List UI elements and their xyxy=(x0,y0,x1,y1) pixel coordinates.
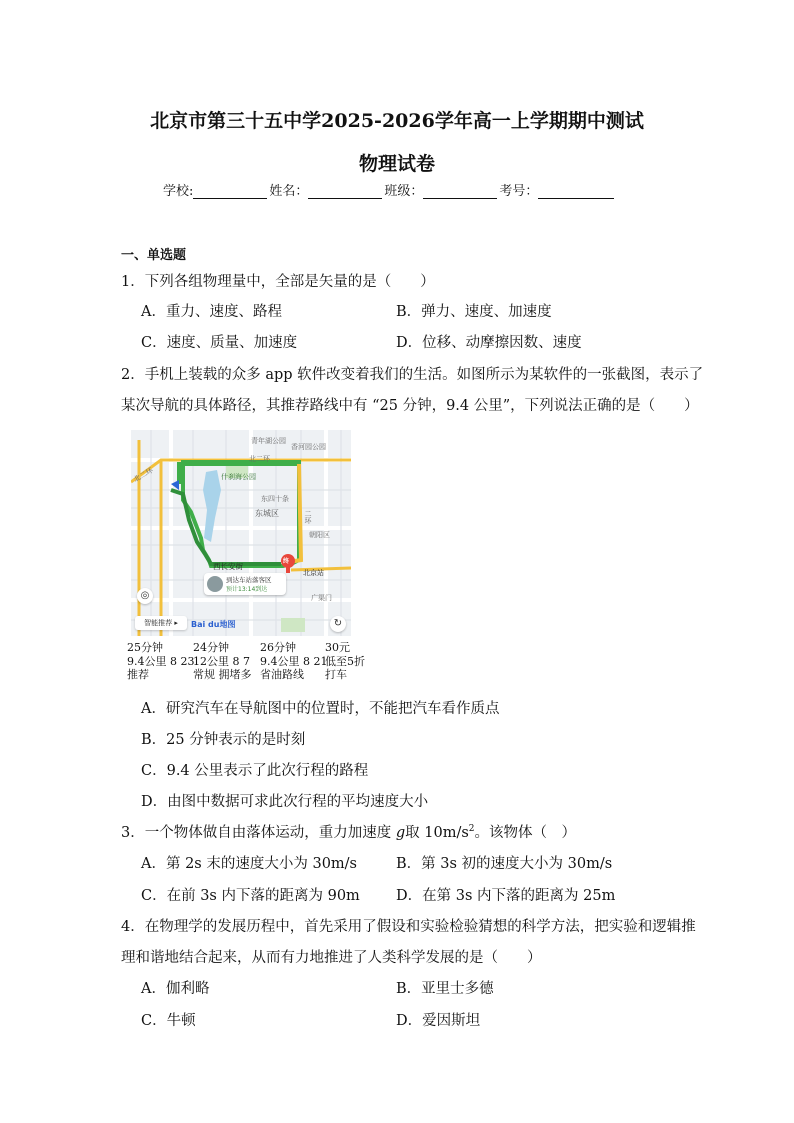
q4-option-a[interactable]: A．伽利略 xyxy=(141,981,210,997)
route-2-distance: 12公里 8 7 xyxy=(193,654,250,668)
route-option-3[interactable] xyxy=(260,641,327,682)
q4-option-d[interactable]: D．爱因斯坦 xyxy=(396,1013,481,1029)
q1-option-b[interactable]: B．弹力、速度、加速度 xyxy=(396,304,552,320)
map-label-ring-right: 二环 xyxy=(304,510,312,524)
q1-stem: 1．下列各组物理量中，全部是矢量的是（ ） xyxy=(121,274,435,290)
q4-option-b[interactable]: B．亚里士多德 xyxy=(396,981,494,997)
q3-option-c[interactable]: C．在前 3s 内下落的距离为 90m xyxy=(141,888,360,904)
school-label: 学校: xyxy=(163,184,194,199)
q2-stem-line2: 某次导航的具体路径，其推荐路线中有 “25 分钟，9.4 公里”，下列说法正确的是（ ） xyxy=(121,398,699,414)
destination-card-eta: 预计13:14到达 xyxy=(226,586,268,593)
q2-stem-line1: 2．手机上装载的众多 app 软件改变着我们的生活。如图所示为某软件的一张截图，表示了 xyxy=(121,367,704,383)
map-label-north-ring: 北二环 xyxy=(249,455,270,463)
exam-title: 北京市第三十五中学2025-2026学年高一上学期期中测试 xyxy=(150,110,644,132)
destination-card-title: 到达车站落客区 xyxy=(226,576,272,584)
map-label-beijing-station: 北京站 xyxy=(303,569,324,577)
exam-subtitle: 物理试卷 xyxy=(358,153,435,175)
class-label: 班级： xyxy=(384,184,424,199)
route-2-tag: 常规 拥堵多 xyxy=(193,668,252,681)
route-option-taxi[interactable] xyxy=(325,641,365,682)
q4-stem-line1: 4．在物理学的发展历程中，首先采用了假设和实验检验猜想的科学方法，把实验和逻辑推 xyxy=(121,919,696,935)
locate-icon[interactable]: ◎ xyxy=(137,588,153,604)
map-label-west-road: 西长安街 xyxy=(213,562,243,571)
taxi-discount: 低至5折 xyxy=(325,654,365,668)
route-1-distance: 9.4公里 8 23 xyxy=(127,654,195,668)
map-label-guangqu: 广渠门 xyxy=(311,594,332,602)
q3-stem-mid: 取 10m/s xyxy=(405,825,469,841)
destination-thumbnail xyxy=(207,576,223,592)
refresh-icon[interactable]: ↻ xyxy=(330,616,346,632)
class-blank[interactable] xyxy=(423,184,497,199)
destination-card[interactable] xyxy=(204,573,286,595)
student-info-line xyxy=(163,180,616,199)
taxi-price: 30元 xyxy=(325,641,350,654)
map-label-chaoyang: 朝阳区 xyxy=(309,531,330,539)
route-3-distance: 9.4公里 8 21 xyxy=(260,654,328,668)
baidu-map-logo: Bai du地图 xyxy=(191,620,236,629)
q3-option-d[interactable]: D．在第 3s 内下落的距离为 25m xyxy=(396,888,616,904)
q1-option-a[interactable]: A．重力、速度、路程 xyxy=(141,304,282,320)
q1-option-d[interactable]: D．位移、动摩擦因数、速度 xyxy=(396,335,582,351)
school-blank[interactable] xyxy=(193,184,267,199)
q3-stem xyxy=(121,821,576,842)
route-3-tag: 省油路线 xyxy=(260,668,304,681)
map-label-ring-left: 北二环 xyxy=(132,466,155,484)
map-label-dongcheng: 东城区 xyxy=(255,509,279,518)
route-option-1[interactable] xyxy=(127,641,194,682)
q3-stem-suffix: 。该物体（ ） xyxy=(474,825,577,841)
q4-stem-line2: 理和谐地结合起来，从而有力地推进了人类科学发展的是（ ） xyxy=(121,950,542,966)
route-2-time: 24分钟 xyxy=(193,641,229,654)
q3-option-a[interactable]: A．第 2s 末的速度大小为 30m/s xyxy=(141,856,357,872)
route-3-time: 26分钟 xyxy=(260,641,296,654)
q2-option-c[interactable]: C．9.4 公里表示了此次行程的路程 xyxy=(141,763,369,779)
q3-stem-var: g xyxy=(395,825,406,841)
q4-option-c[interactable]: C．牛顿 xyxy=(141,1013,196,1029)
q1-option-c[interactable]: C．速度、质量、加速度 xyxy=(141,335,298,351)
exam-number-label: 考号： xyxy=(499,184,539,199)
route-1-time: 25分钟 xyxy=(127,641,163,654)
name-blank[interactable] xyxy=(308,184,382,199)
exam-number-blank[interactable] xyxy=(538,184,614,199)
route-1-tag: 推荐 xyxy=(127,668,149,681)
q2-option-b[interactable]: B．25 分钟表示的是时刻 xyxy=(141,732,306,748)
destination-pin-label: 终 xyxy=(283,558,290,565)
taxi-tag: 打车 xyxy=(325,668,347,681)
q3-stem-sup: 2 xyxy=(468,824,475,835)
map-label-dongsi: 东四十条 xyxy=(261,495,289,503)
q2-option-d[interactable]: D．由图中数据可求此次行程的平均速度大小 xyxy=(141,794,429,810)
smart-recommend-button[interactable]: 智能推荐 ▸ xyxy=(135,616,187,630)
q2-option-a[interactable]: A．研究汽车在导航图中的位置时，不能把汽车看作质点 xyxy=(141,701,500,717)
section-heading: 一、单选题 xyxy=(121,248,187,263)
map-label-shichahai: 什刹海公园 xyxy=(221,473,256,481)
route-option-2[interactable] xyxy=(193,641,252,682)
q3-stem-prefix: 3．一个物体做自由落体运动，重力加速度 xyxy=(121,825,392,841)
navigation-map-image xyxy=(131,430,351,636)
map-label-park2: 香河园公园 xyxy=(291,443,326,451)
name-label: 姓名： xyxy=(269,184,309,199)
q3-option-b[interactable]: B．第 3s 初的速度大小为 30m/s xyxy=(396,856,613,872)
map-label-park: 青年湖公园 xyxy=(251,437,286,445)
